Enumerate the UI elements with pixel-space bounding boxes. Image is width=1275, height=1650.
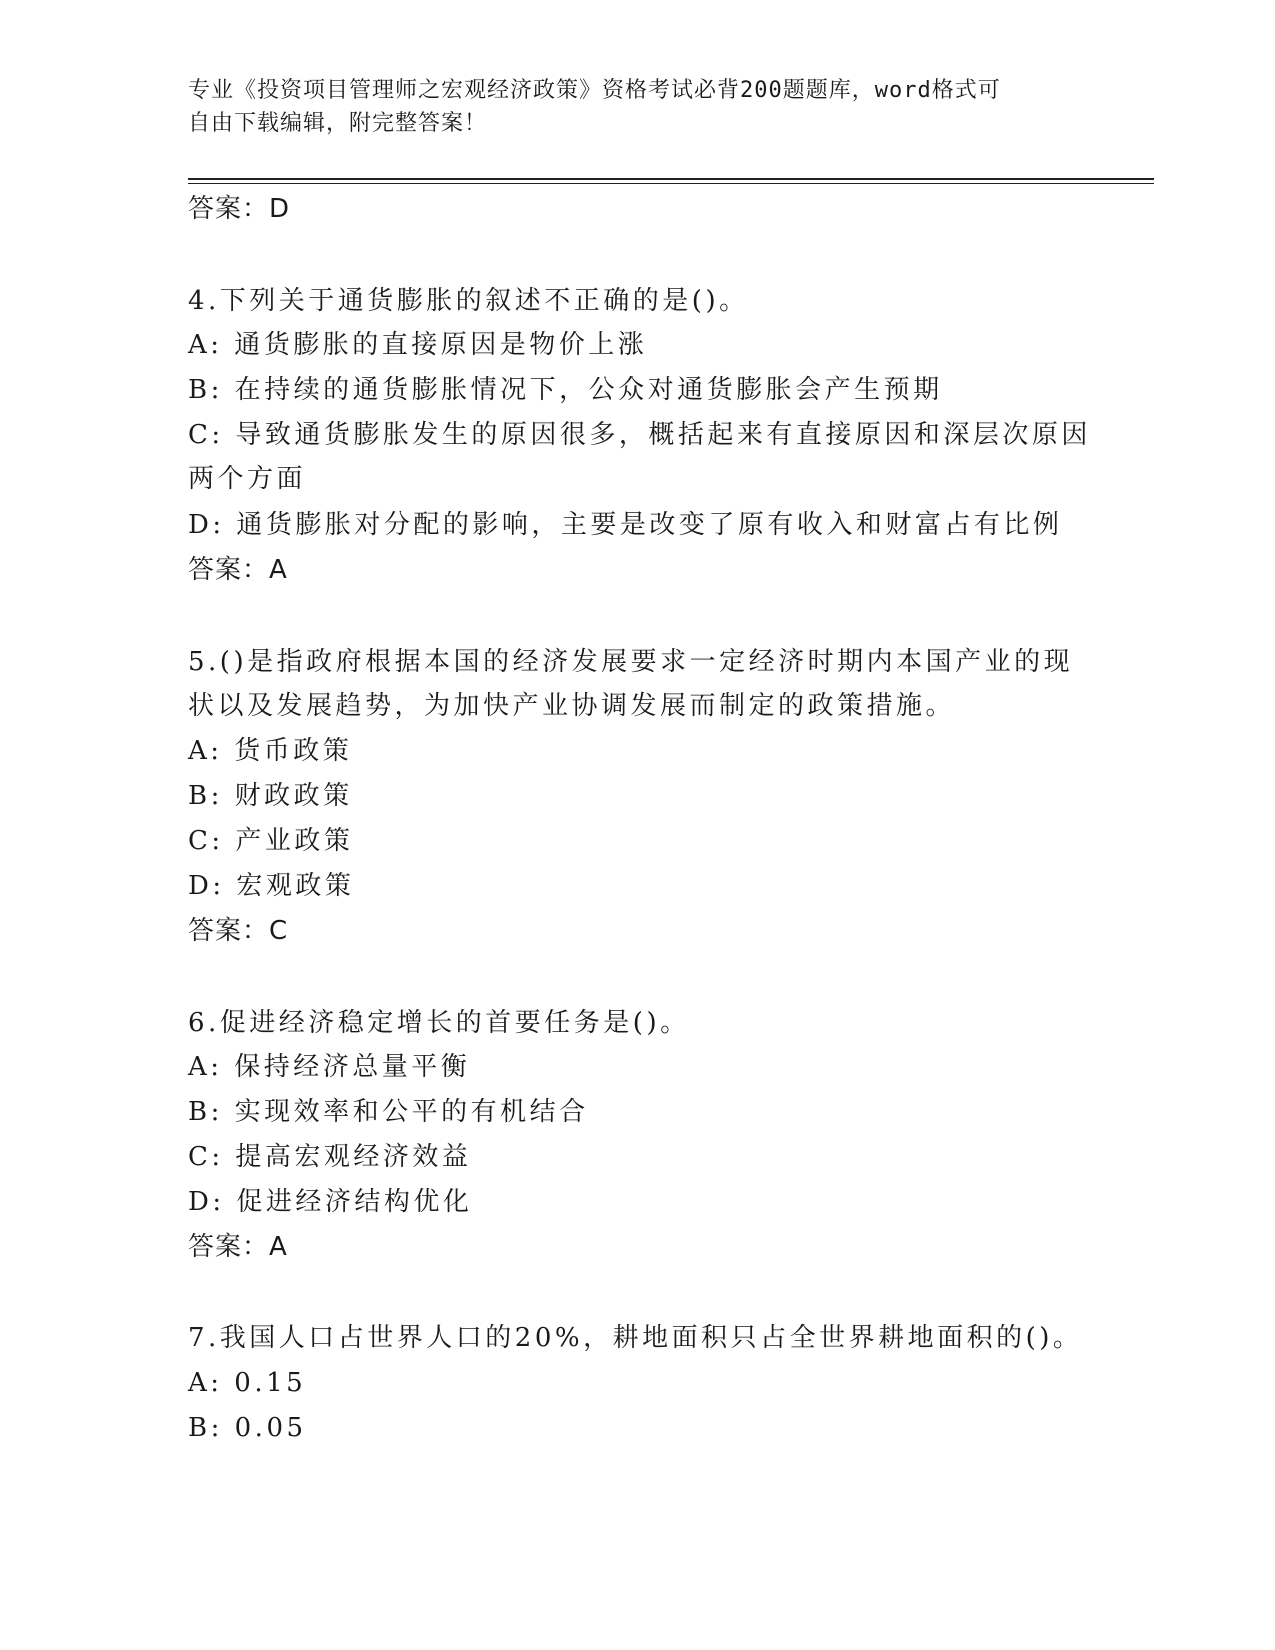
q4-option-c-cont: 两个方面 <box>188 464 307 494</box>
previous-answer: 答案：D <box>188 194 291 224</box>
q5-option-b: B: 财政政策 <box>188 781 353 811</box>
q5-stem-cont: 状以及发展趋势，为加快产业协调发展而制定的政策措施。 <box>188 691 956 721</box>
q6-option-b: B: 实现效率和公平的有机结合 <box>188 1097 589 1127</box>
document-header <box>188 74 1068 140</box>
q5-option-c: C: 产业政策 <box>188 826 354 856</box>
header-line-1: 专业《投资项目管理师之宏观经济政策》资格考试必背200题题库，word格式可 <box>188 78 1001 103</box>
q7-option-b: B: 0.05 <box>188 1413 307 1443</box>
q6-option-a: A: 保持经济总量平衡 <box>188 1052 471 1082</box>
q5-stem: 5.()是指政府根据本国的经济发展要求一定经济时期内本国产业的现 <box>188 647 1074 677</box>
q4-stem: 4.下列关于通货膨胀的叙述不正确的是()。 <box>188 286 749 316</box>
q5-option-d: D: 宏观政策 <box>188 871 355 901</box>
q7-stem: 7.我国人口占世界人口的20%，耕地面积只占全世界耕地面积的()。 <box>188 1323 1083 1353</box>
q6-option-c: C: 提高宏观经济效益 <box>188 1142 472 1172</box>
q4-option-d: D: 通货膨胀对分配的影响，主要是改变了原有收入和财富占有比例 <box>188 510 1063 540</box>
q4-answer: 答案：A <box>188 555 288 585</box>
q5-option-a: A: 货币政策 <box>188 736 353 766</box>
header-divider-thick <box>188 178 1154 180</box>
q4-option-b: B: 在持续的通货膨胀情况下，公众对通货膨胀会产生预期 <box>188 375 943 405</box>
header-divider-thin <box>188 183 1154 184</box>
q5-answer: 答案：C <box>188 916 289 946</box>
q4-option-a: A: 通货膨胀的直接原因是物价上涨 <box>188 330 648 360</box>
q6-stem: 6.促进经济稳定增长的首要任务是()。 <box>188 1008 690 1038</box>
q7-option-a: A: 0.15 <box>188 1368 307 1398</box>
q6-option-d: D: 促进经济结构优化 <box>188 1187 473 1217</box>
header-line-2: 自由下载编辑，附完整答案！ <box>188 111 488 136</box>
q4-option-c: C: 导致通货膨胀发生的原因很多，概括起来有直接原因和深层次原因 <box>188 420 1091 450</box>
q6-answer: 答案：A <box>188 1232 288 1262</box>
